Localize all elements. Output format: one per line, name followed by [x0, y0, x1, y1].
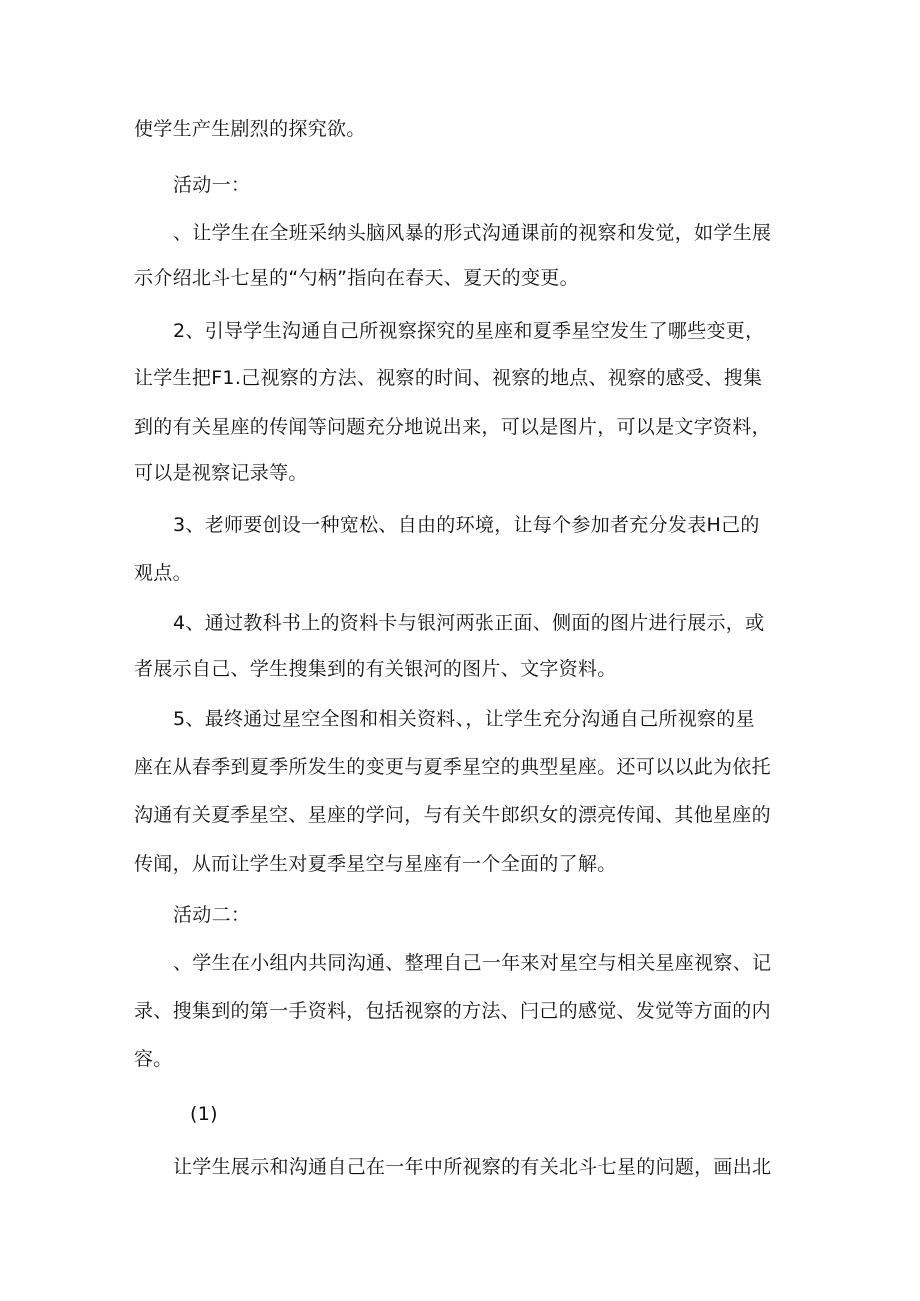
text-line-16: 传闻，从而让学生对夏季星空与星座有一个全面的了解。 [134, 853, 617, 875]
text-line-20: 容。 [134, 1048, 173, 1070]
text-line-11: 4、通过教科书上的资料卡与银河两张正面、侧面的图片进行展示，或 [173, 612, 765, 634]
text-line-13: 5、最终通过星空全图和相关资料、，让学生充分沟通自己所视察的星 [173, 708, 755, 730]
text-line-6: 让学生把F1.己视察的方法、视察的时间、视察的地点、视察的感受、搜集 [134, 367, 763, 389]
text-line-7: 到的有关星座的传闻等问题充分地说出来，可以是图片，可以是文字资料， [134, 416, 771, 438]
text-line-8: 可以是视察记录等。 [134, 462, 308, 484]
text-line-3: 、让学生在全班采纳头脑风暴的形式沟通课前的视察和发觉，如学生展 [173, 222, 772, 244]
text-line-19: 录、搜集到的第一手资料，包括视察的方法、闩己的感觉、发觉等方面的内 [134, 1000, 771, 1022]
text-line-9: 3、老师要创设一种宽松、自由的环境，让每个参加者充分发表H己的 [173, 514, 760, 536]
text-line-10: 观点。 [134, 562, 192, 584]
item-number-1: (1) [190, 1103, 218, 1125]
text-line-15: 沟通有关夏季星空、星座的学问，与有关牛郎织女的漂亮传闻、其他星座的 [134, 804, 771, 826]
text-line-12: 者展示自己、学生搜集到的有关银河的图片、文字资料。 [134, 658, 617, 680]
text-line-1: 使学生产生剧烈的探究欲。 [134, 118, 366, 140]
text-line-18: 、学生在小组内共同沟通、整理自己一年来对星空与相关星座视察、记 [173, 952, 772, 974]
text-line-5: 2、引导学生沟通自己所视察探究的星座和夏季星空发生了哪些变更， [173, 320, 765, 342]
activity-two-heading: 活动二： [173, 904, 251, 926]
text-line-4: 示介绍北斗七星的“勺柄”指向在春天、夏天的变更。 [134, 267, 579, 289]
activity-one-heading: 活动一： [173, 174, 251, 196]
text-line-22: 让学生展示和沟通自己在一年中所视察的有关北斗七星的问题，画出北 [173, 1156, 772, 1178]
text-line-14: 座在从春季到夏季所发生的变更与夏季星空的典型星座。还可以以此为依托 [134, 756, 771, 778]
